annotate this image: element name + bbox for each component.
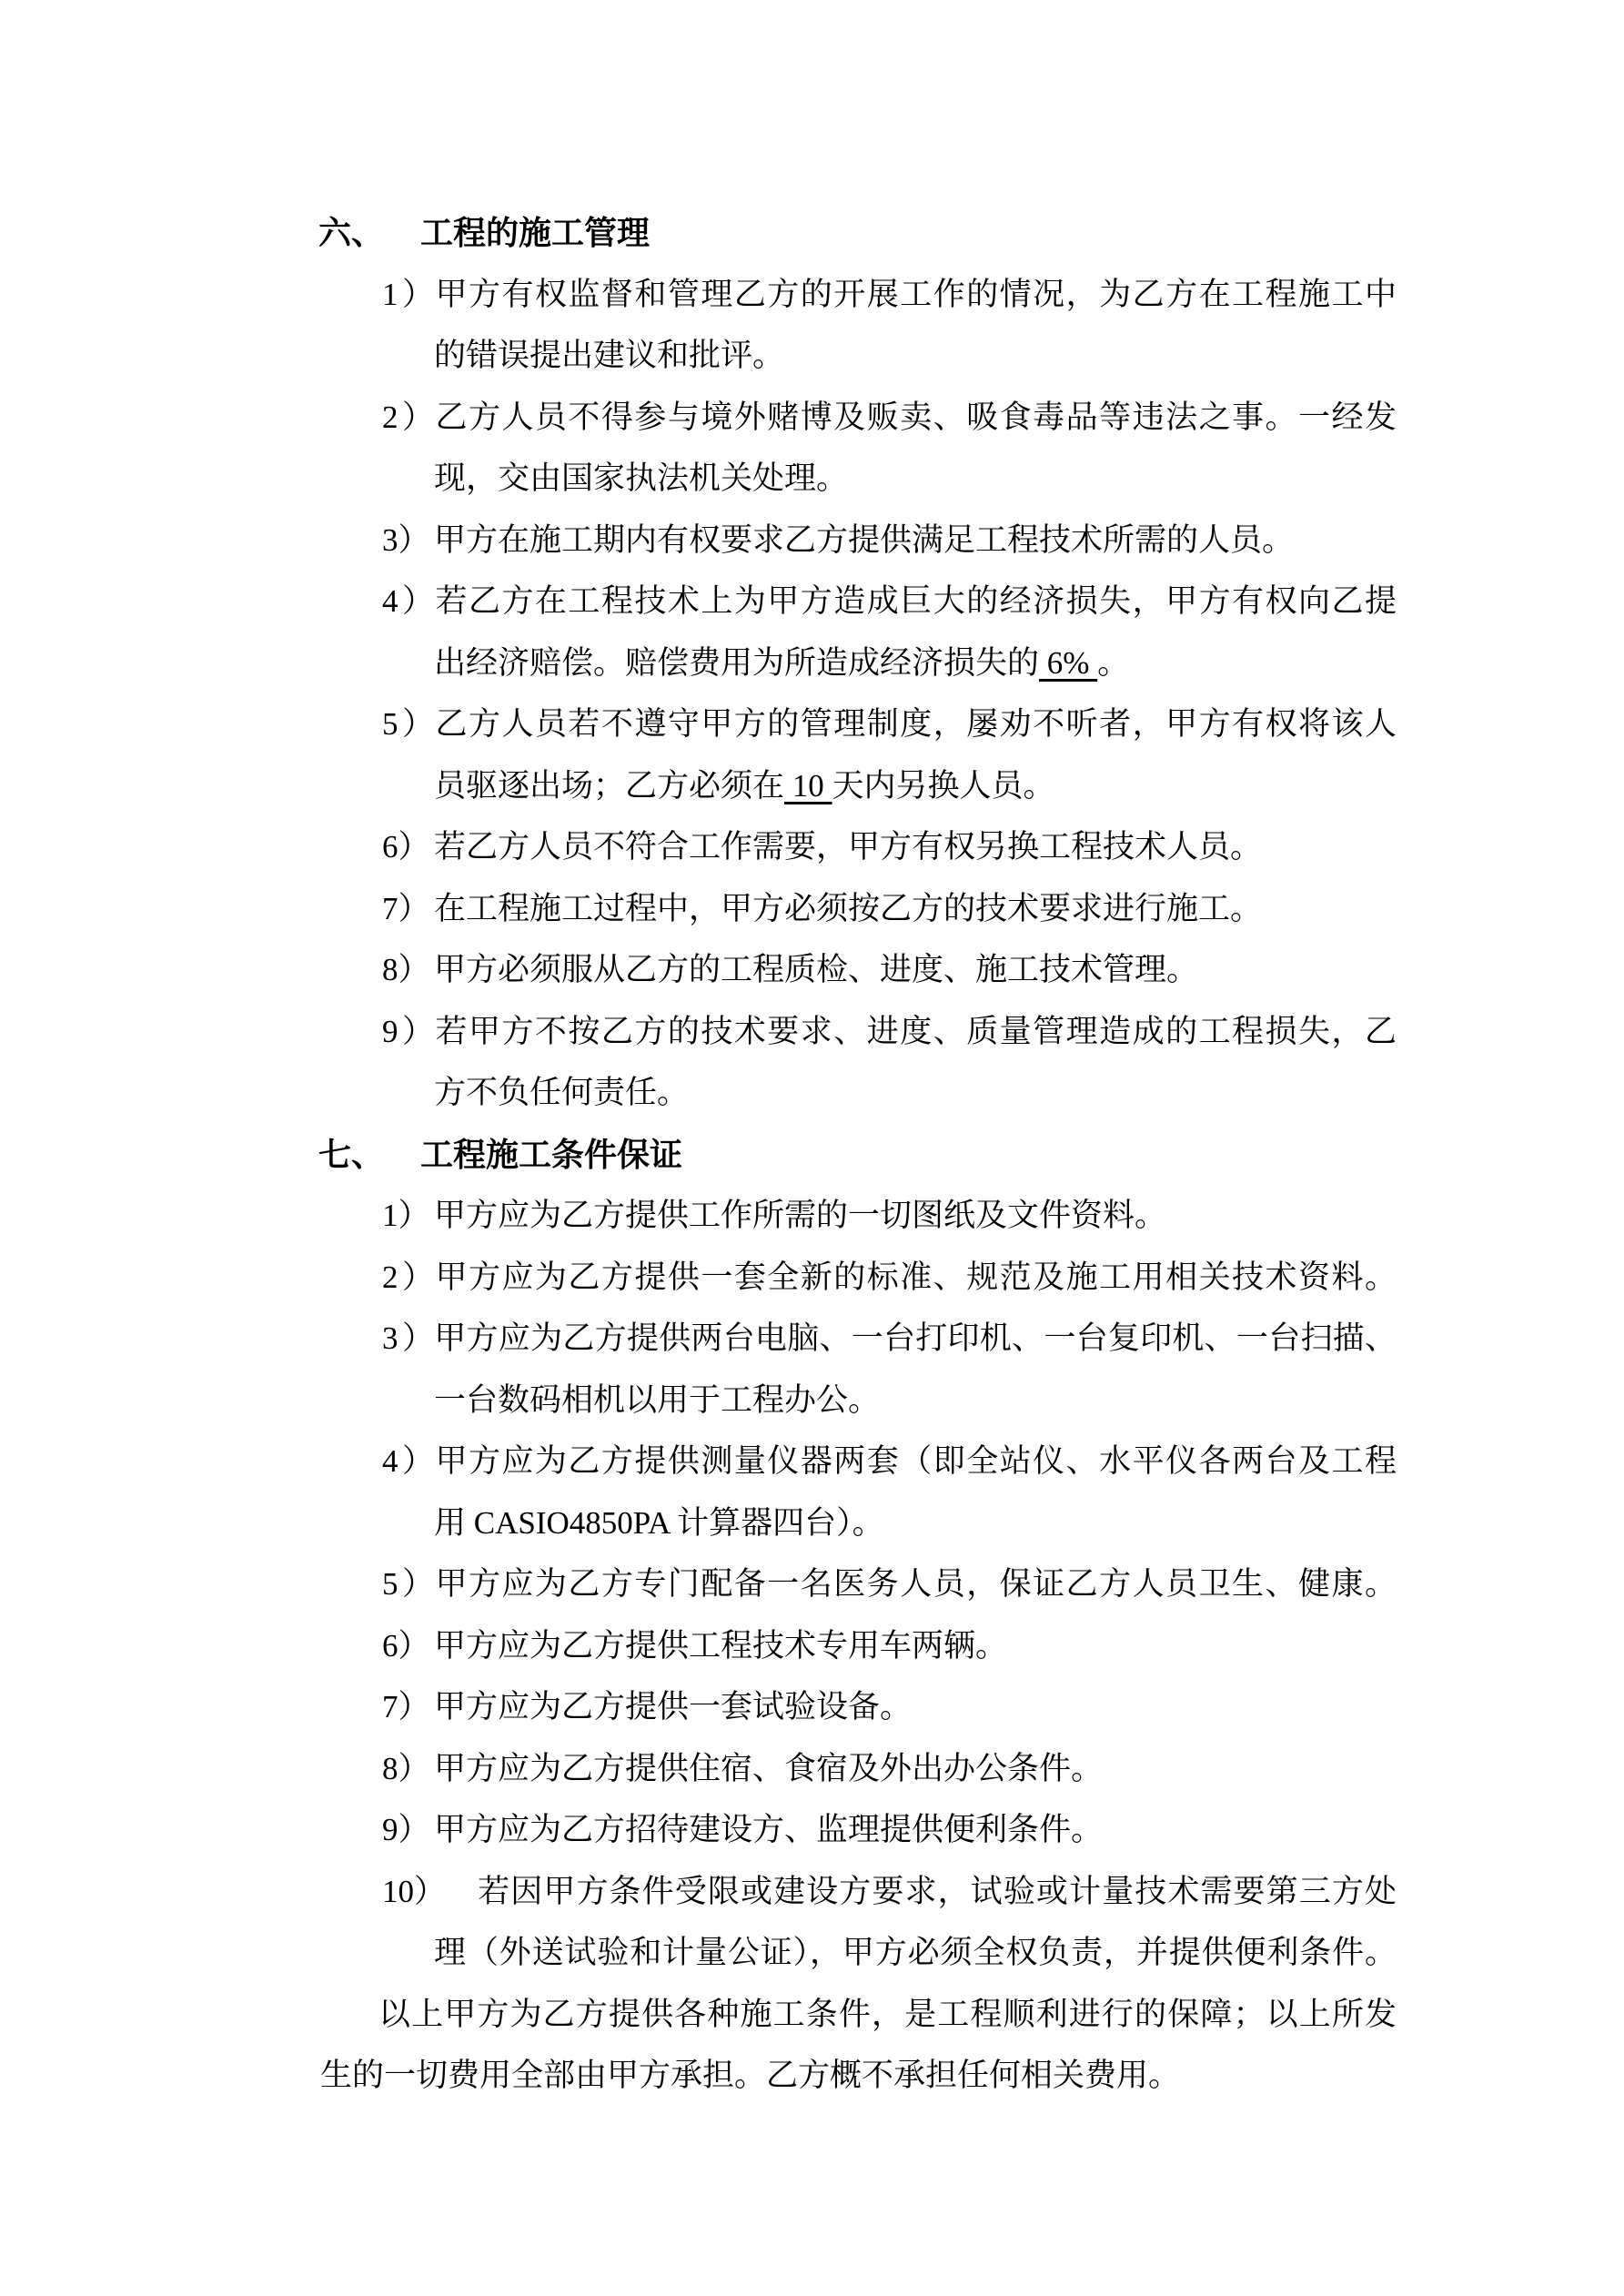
section-number: 七、 [318, 1135, 385, 1173]
list-marker: 8） [382, 1750, 430, 1786]
text-segment: 出经济赔偿。赔偿费用为所造成经济损失的 [434, 644, 1040, 681]
list-item-7-9 [382, 1799, 1397, 1861]
text-segment: 员驱逐出场；乙方必须在 [434, 767, 785, 804]
list-marker: 10） [382, 1873, 447, 1909]
list-item-text: 甲方应为乙方提供两台电脑、一台打印机、一台复印机、一台扫描、 [434, 1320, 1397, 1356]
closing-paragraph-line-1: 以上甲方为乙方提供各种施工条件，是工程顺利进行的保障；以上所发 [378, 1996, 1397, 2032]
list-item-text: 若甲方不按乙方的技术要求、进度、质量管理造成的工程损失，乙 [434, 1013, 1397, 1049]
list-item-7-3-line-2: 一台数码相机以用于工程办公。 [434, 1381, 881, 1418]
list-item-6-4-line-1 [382, 571, 1397, 632]
list-item-6-2-line-1 [382, 387, 1397, 449]
list-item-6-4-line-2 [434, 632, 1397, 694]
list-item-7-5 [382, 1553, 1397, 1615]
list-item-text: 甲方应为乙方提供住宿、食宿及外出办公条件。 [434, 1750, 1104, 1786]
section-title: 工程的施工管理 [420, 214, 651, 251]
document-body [318, 202, 1397, 2107]
section-heading-7 [318, 1124, 1397, 1186]
list-item-text: 甲方应为乙方提供一套全新的标准、规范及施工用相关技术资料。 [434, 1259, 1397, 1295]
list-item-6-5-line-1 [382, 693, 1397, 755]
list-item-text: 甲方在施工期内有权要求乙方提供满足工程技术所需的人员。 [434, 521, 1295, 558]
list-marker: 1） [382, 1198, 430, 1233]
list-item-7-7 [382, 1676, 1397, 1738]
list-marker: 5） [382, 1566, 434, 1602]
list-marker: 9） [382, 1812, 430, 1847]
list-item-7-8 [382, 1738, 1397, 1800]
list-item-7-3-line-1 [382, 1308, 1397, 1370]
list-item-6-5-line-2 [434, 755, 1397, 817]
list-item-7-10-line-1 [382, 1861, 1397, 1923]
section-title: 工程施工条件保证 [420, 1135, 683, 1173]
list-item-7-10-line-2: 理（外送试验和计量公证），甲方必须全权负责，并提供便利条件。 [434, 1935, 1397, 1970]
list-item-text: 乙方人员不得参与境外赌博及贩卖、吸食毒品等违法之事。一经发 [434, 399, 1397, 435]
list-item-7-6 [382, 1615, 1397, 1677]
list-item-text: 甲方应为乙方提供测量仪器两套（即全站仪、水平仪各两台及工程 [434, 1443, 1397, 1479]
list-marker: 7） [382, 1689, 430, 1725]
underlined-value-replacement-days: 10 [784, 767, 832, 804]
list-marker: 4） [382, 1443, 434, 1479]
list-item-text: 若乙方人员不符合工作需要，甲方有权另换工程技术人员。 [434, 829, 1263, 865]
list-item-text: 乙方人员若不遵守甲方的管理制度，屡劝不听者，甲方有权将该人 [434, 706, 1397, 742]
text-segment: 。 [1097, 644, 1130, 681]
list-marker: 1） [382, 276, 434, 312]
list-item-text: 若因甲方条件受限或建设方要求，试验或计量技术需要第三方处 [477, 1873, 1397, 1909]
list-item-6-2-line-2: 现，交由国家执法机关处理。 [434, 460, 849, 496]
list-marker: 4） [382, 583, 434, 619]
list-marker: 2） [382, 399, 434, 435]
list-item-6-6 [382, 816, 1397, 878]
list-item-text: 甲方应为乙方提供一套试验设备。 [434, 1689, 913, 1725]
list-marker: 2） [382, 1259, 434, 1295]
list-item-text: 甲方应为乙方提供工作所需的一切图纸及文件资料。 [434, 1198, 1167, 1233]
list-marker: 3） [382, 521, 430, 558]
list-item-text: 甲方应为乙方专门配备一名医务人员，保证乙方人员卫生、健康。 [434, 1566, 1397, 1602]
list-item-7-2 [382, 1247, 1397, 1309]
list-item-6-1-line-1 [382, 264, 1397, 326]
list-marker: 8） [382, 952, 430, 987]
list-item-text: 若乙方在工程技术上为甲方造成巨大的经济损失，甲方有权向乙提 [434, 583, 1397, 619]
list-marker: 3） [382, 1320, 434, 1356]
list-item-6-1-line-2: 的错误提出建议和批评。 [434, 338, 785, 373]
list-marker: 6） [382, 829, 430, 865]
list-item-text: 在工程施工过程中，甲方必须按乙方的技术要求进行施工。 [434, 890, 1263, 926]
text-segment: 天内另换人员。 [832, 767, 1055, 804]
list-marker: 9） [382, 1013, 434, 1049]
list-marker: 7） [382, 890, 430, 926]
list-marker: 6） [382, 1627, 430, 1664]
list-item-6-8 [382, 939, 1397, 1001]
section-number: 六、 [318, 214, 385, 251]
list-marker: 5） [382, 706, 434, 742]
list-item-text: 甲方应为乙方提供工程技术专用车两辆。 [434, 1627, 1008, 1664]
list-item-6-9-line-2: 方不负任何责任。 [434, 1075, 690, 1110]
list-item-7-4-line-1 [382, 1431, 1397, 1492]
section-heading-6 [318, 202, 1397, 264]
list-item-text: 甲方应为乙方招待建设方、监理提供便利条件。 [434, 1812, 1104, 1847]
list-item-7-1 [382, 1185, 1397, 1247]
list-item-text: 甲方必须服从乙方的工程质检、进度、施工技术管理。 [434, 952, 1199, 987]
list-item-text: 甲方有权监督和管理乙方的开展工作的情况，为乙方在工程施工中 [434, 276, 1397, 312]
underlined-value-compensation-percent: 6% [1039, 644, 1098, 681]
list-item-7-4-line-2: 用 CASIO4850PA 计算器四台）。 [434, 1504, 884, 1541]
list-item-6-7 [382, 878, 1397, 940]
closing-paragraph-line-2: 生的一切费用全部由甲方承担。乙方概不承担任何相关费用。 [320, 2058, 1181, 2093]
list-item-6-9-line-1 [382, 1001, 1397, 1063]
list-item-6-3 [382, 510, 1397, 571]
